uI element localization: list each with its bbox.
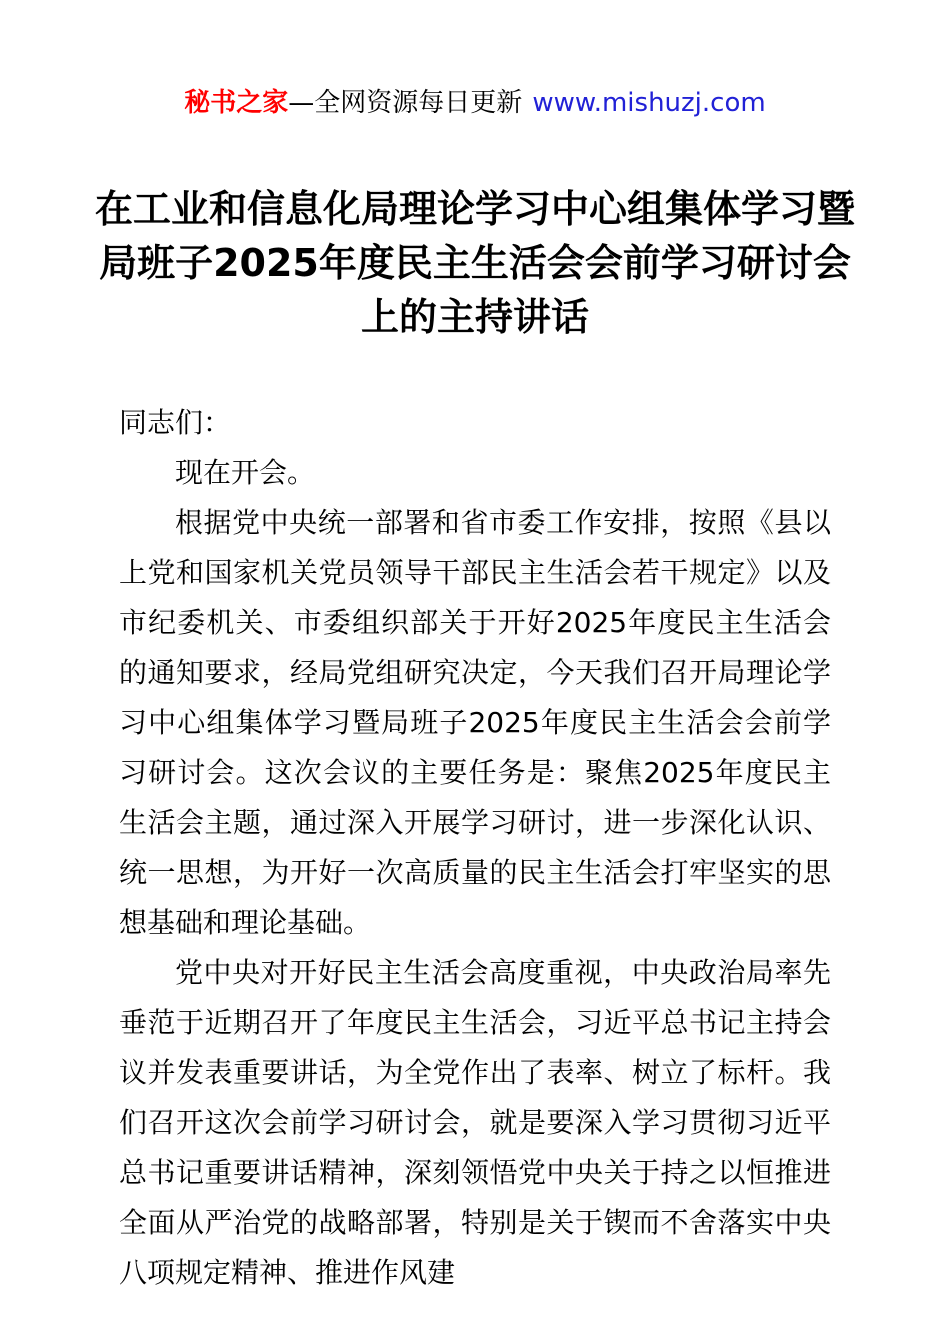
central-committee-paragraph: 党中央对开好民主生活会高度重视，中央政治局率先垂范于近期召开了年度民主生活会，习近平总书记主持会议并发表重要讲话，为全党作出了表率、树立了标杆。我们召开这次会前学习研讨会，就是要深入学习贯彻习近平总书记重要讲话精神，深刻领悟党中央关于持之以恒推进全面从严治党的战略部署，特别是关于锲而不舍落实中央八项规定精神、推进作风建 bbox=[119, 956, 831, 1289]
meeting-purpose-paragraph: 根据党中央统一部署和省市委工作安排，按照《县以上党和国家机关党员领导干部民主生活会若干规定》以及市纪委机关、市委组织部关于开好2025年度民主生活会的通知要求，经局党组研究决定，今天我们召开局理论学习中心组集体学习暨局班子2025年度民主生活会会前学习研讨会。这次会议的主要任务是：聚焦2025年度民主生活会主题，通过深入开展学习研讨，进一步深化认识、统一思想，为开好一次高质量的民主生活会打牢坚实的思想基础和理论基础。 bbox=[119, 506, 831, 939]
site-name-text: 秘书之家 bbox=[184, 88, 289, 118]
document-title-line-1: 在工业和信息化局理论学习中心组集体学习暨 bbox=[94, 187, 855, 231]
watermark-header bbox=[0, 0, 950, 120]
site-tagline-text: —全网资源每日更新 bbox=[288, 88, 523, 118]
opening-paragraph: 现在开会。 bbox=[175, 456, 316, 489]
document-title-line-2: 局班子2025年度民主生活会会前学习研讨会 bbox=[99, 241, 851, 285]
salutation-paragraph: 同志们： bbox=[119, 406, 232, 439]
site-url-text: www.mishuzj.com bbox=[532, 88, 766, 118]
document-title bbox=[0, 182, 950, 344]
document-title-line-3: 上的主持讲话 bbox=[360, 295, 589, 339]
document-body bbox=[119, 398, 831, 1298]
